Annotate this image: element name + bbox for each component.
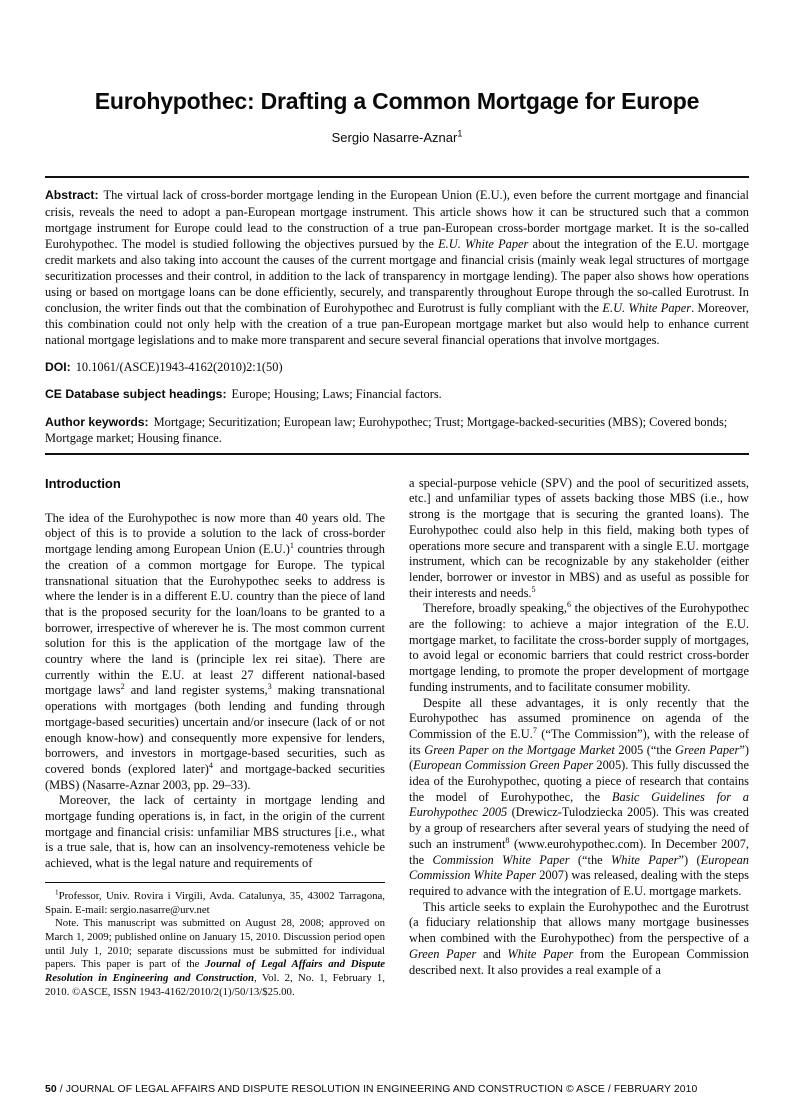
page-footer: 50 / JOURNAL OF LEGAL AFFAIRS AND DISPUTE RESOLUTION IN ENGINEERING AND CONSTRUCTION © ASCE / FEBRUARY 2010	[45, 1084, 698, 1095]
front-matter	[45, 187, 749, 445]
paragraph: a special-purpose vehicle (SPV) and the pool of securitized assets, etc.] and unfamiliar types of assets backing those MBS (i.e., how strong is the mortgage that is securing the granted loans). The Eurohypothec could also help in this field, making both types of operations more secure and transparent with a single E.U. mortgage instrument, which can be recognizable by any stakeholder (either lender, borrower or investor in MBS) and as useful as possible for their interests and needs.$^5$	[409, 475, 749, 600]
ce-headings-value: Europe; Housing; Laws; Financial factors.	[231, 387, 442, 402]
keywords-label: Author keywords:	[45, 414, 149, 429]
doi-line	[45, 359, 749, 375]
divider-title	[45, 176, 749, 178]
left-column	[45, 476, 385, 1000]
abstract-text: The virtual lack of cross-border mortgage lending in the European Union (E.U.), even before the current mortgage and financial crisis, reveals the need to adopt a pan-European mortgage instrument. This article shows how it can be structured such that a common mortgage instrument for Europe could lead to the construction of a true pan-European cross-border mortgage market. It is the so-called Eurohypothec. The model is studied following the objectives pursued by the E.U. White Paper about the integration of the E.U. mortgage credit markets and also taking into account the causes of the current mortgage and financial crisis (mainly weak legal structures of mortgage securitization processes and their control, in addition to the lack of transparency in mortgage lending). The paper also shows how operations using or based on mortgage loans can be done efficiently, securely, and transparently throughout Europe through the so-called Eurotrust. In conclusion, the writer finds out that the combination of Eurohypothec and Eurotrust is fully compliant with the E.U. White Paper. Moreover, this combination could not only help with the creation of a true pan-European mortgage market but also would help to enhance current national mortgage legislations and to make more transparent and secure several financial operations that involve mortgages.	[45, 188, 749, 348]
abstract-label: Abstract:	[45, 188, 99, 203]
keywords-line	[45, 414, 749, 446]
footnote-text	[45, 890, 385, 1000]
doi-label: DOI:	[45, 360, 71, 375]
article-columns	[45, 476, 749, 1000]
right-column-text	[409, 476, 749, 979]
paragraph: Despite all these advantages, it is only recently that the Eurohypothec has assumed prominence on agenda of the Commission of the E.U.$^7$ (“The Commission”), with the release of its Green Paper on the Mortgage Market 2005 (“the Green Paper”) (European Commission Green Paper 2005). This fully discussed the idea of the Eurohypothec, quoting a piece of research that contains the model of Eurohypothec, the Basic Guidelines for a Eurohypothec 2005 (Drewicz-Tulodziecka 2005). This was created by a group of researchers after several years of studying the need of such an instrument$^8$ (www.eurohypothec.com). In December 2007, the Commission White Paper (“the White Paper”) (European Commission White Paper 2007) was released, dealing with the steps required to advance with the integration of E.U. mortgage markets.	[409, 695, 750, 898]
section-heading-introduction: Introduction	[45, 475, 121, 491]
paper-page	[0, 88, 794, 1000]
abstract-paragraph	[45, 187, 749, 348]
paragraph: This article seeks to explain the Eurohypothec and the Eurotrust (a fiduciary relationship that allows many mortgage businesses when combined with the Eurohypothec) from the perspective of a Green Paper and White Paper from the European Commission described next. It also provides a real example of a	[409, 899, 750, 977]
author-name: Sergio Nasarre-Aznar	[331, 130, 458, 146]
footnote-block	[45, 882, 385, 1000]
footnote-affiliation: $^1$Professor, Univ. Rovira i Virgili, Avda. Catalunya, 35, 43002 Tarragona, Spain. E-mail: sergio.nasarre@urv.net	[45, 888, 385, 916]
keywords-value: Mortgage; Securitization; European law; Eurohypothec; Trust; Mortgage-backed-securities (MBS); Covered bonds; Mortgage market; Housing finance.	[45, 414, 728, 445]
paragraph: Therefore, broadly speaking,$^6$ the objectives of the Eurohypothec are the following: to achieve a major integration of the E.U. mortgage market, to facilitate the cross-border supply of mortgages, to avoid legal or economic barriers that could restrict cross-border mortgage lending, to promote the proper development of mortgage funding instruments, and to facilitate consumer mobility.	[409, 600, 749, 694]
author-footnote-marker: 1	[457, 129, 463, 140]
left-column-text	[45, 511, 385, 872]
footnote-divider	[45, 882, 385, 883]
footnote-note: Note. This manuscript was submitted on August 28, 2008; approved on March 1, 2009; published online on January 15, 2010. Discussion period open until July 1, 2010; separate discussions must be submitted for individual papers. This paper is part of the Journal of Legal Affairs and Dispute Resolution in Engineering and Construction, Vol. 2, No. 1, February 1, 2010. ©ASCE, ISSN 1943-4162/2010/2(1)/50/13/$25.00.	[45, 917, 385, 998]
author-line	[45, 130, 749, 145]
paragraph: Moreover, the lack of certainty in mortgage lending and mortgage funding operations is, in fact, in the origin of the current mortgage and financial crisis: unfamiliar MBS structures [i.e., what is a true sale, that is, how can an insolvency-remoteness vehicle be achieved, what is the legal nature and requirements of	[45, 793, 385, 871]
doi-value: 10.1061/(ASCE)1943-4162(2010)2:1(50)	[75, 360, 283, 375]
divider-frontmatter	[45, 453, 749, 455]
ce-headings-line	[45, 386, 749, 402]
right-column	[409, 476, 749, 1000]
page-title: Eurohypothec: Drafting a Common Mortgage for Europe	[94, 88, 700, 114]
ce-headings-label: CE Database subject headings:	[45, 387, 227, 402]
paragraph: The idea of the Eurohypothec is now more than 40 years old. The object of this is to provide a solution to the lack of cross-border mortgage lending among European Union $(E.U.)^1$ countries through the creation of a common mortgage for Europe. The typical transnational situation that the Eurohypothec seeks to address is where the lender is in a different E.U. country than the piece of land that is the proposed security for the loan/loans to be granted to a borrower, irrespective of wherever he is. The most common current solution for this is the application of the mortgage law of the country where the land is (principle lex rei sitae). There are currently within the E.U. at least 27 different national-based mortgage laws$^2$ and land register systems,$^3$ making transnational operations with mortgages (both lending and funding through mortgage-based securities) uncertain and/or insecure (lack of or not enough know-how) and consequently more expensive for lenders, borrowers, and investors in mortgage-based securities, such as covered bonds (explored later)$^4$ and mortgage-backed securities (MBS) (Nasarre-Aznar 2003, pp. 29–33).	[45, 510, 386, 792]
